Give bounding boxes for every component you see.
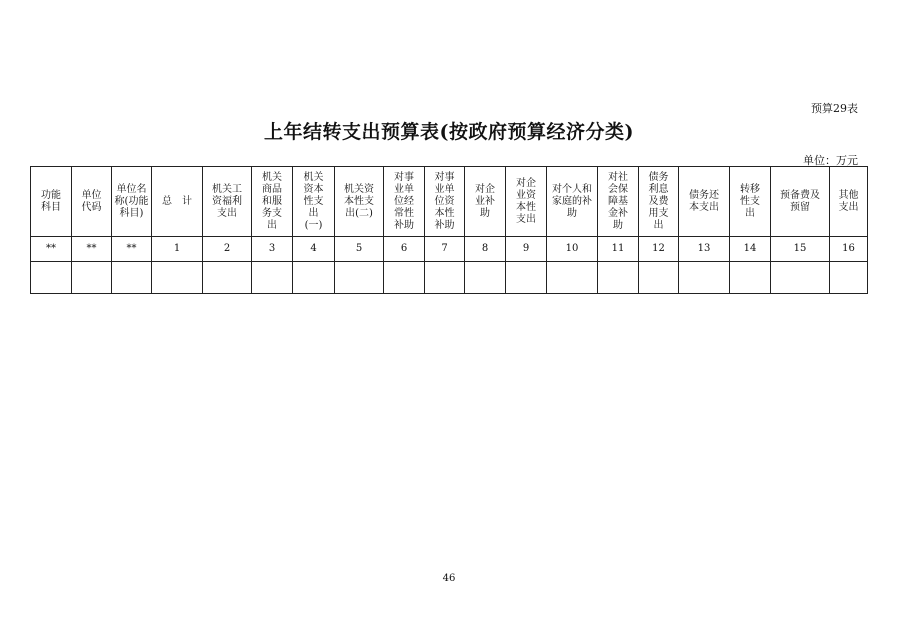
header-cell [252,167,293,237]
header-text: 单位代码 [81,189,102,213]
data-cell [506,262,547,294]
code-cell: ** [31,237,72,262]
header-text: 预备费及预留 [780,189,820,213]
data-cell [425,262,465,294]
header-cell [771,167,830,237]
code-cell: 9 [506,237,547,262]
header-text: 对事业单位资本性补助 [434,171,455,231]
header-text: 机关资本性支出(二) [344,183,374,219]
header-text: 债务还本支出 [689,189,719,213]
header-cell [293,167,335,237]
code-cell: 15 [771,237,830,262]
data-cell [335,262,384,294]
code-cell: 1 [152,237,203,262]
data-cell [830,262,868,294]
header-text: 对事业单位经常性补助 [394,171,414,231]
data-cell [547,262,598,294]
data-cell [252,262,293,294]
header-cell [679,167,730,237]
page-title: 上年结转支出预算表(按政府预算经济分类) [264,121,634,143]
data-cell [465,262,506,294]
code-cell: 5 [335,237,384,262]
header-text: 对企业资本性支出 [516,177,536,225]
code-cell: ** [112,237,152,262]
header-cell [639,167,679,237]
header-cell [112,167,152,237]
page-number: 46 [442,573,456,584]
data-cell [639,262,679,294]
header-text: 功能科目 [41,189,61,213]
data-cell [293,262,335,294]
data-cell [730,262,771,294]
code-cell: 7 [425,237,465,262]
header-cell [465,167,506,237]
data-cell [203,262,252,294]
data-cell [679,262,730,294]
data-row [31,262,868,294]
header-text: 单位名称(功能科目) [114,183,149,219]
header-cell [384,167,425,237]
header-cell [598,167,639,237]
code-cell: 11 [598,237,639,262]
code-cell: 6 [384,237,425,262]
header-text: 机关工资福利支出 [212,183,242,219]
header-cell [31,167,72,237]
code-cell: 14 [730,237,771,262]
header-text: 对社会保障基金补助 [608,171,628,231]
unit-label: 单位：万元 [803,154,858,167]
header-row [31,167,868,237]
data-cell [384,262,425,294]
code-cell: 13 [679,237,730,262]
header-text: 对企业补助 [475,183,495,219]
budget-table [30,166,868,294]
data-cell [72,262,112,294]
header-cell [335,167,384,237]
table-number: 预算29表 [811,102,858,115]
header-text: 债务利息及费用支出 [648,171,669,231]
code-row [31,237,868,262]
code-cell: 10 [547,237,598,262]
data-cell [112,262,152,294]
header-cell [152,167,203,237]
data-cell [152,262,203,294]
code-cell: 3 [252,237,293,262]
code-cell: 8 [465,237,506,262]
header-text: 机关商品和服务支出 [262,171,282,231]
data-cell [31,262,72,294]
header-cell [72,167,112,237]
code-cell: ** [72,237,112,262]
header-cell [830,167,868,237]
header-cell [425,167,465,237]
header-cell [547,167,598,237]
data-cell [771,262,830,294]
code-cell: 12 [639,237,679,262]
header-cell [203,167,252,237]
code-cell: 4 [293,237,335,262]
code-cell: 2 [203,237,252,262]
code-cell: 16 [830,237,868,262]
header-text: 机关资本性支出(一) [303,171,324,231]
header-cell [506,167,547,237]
header-text: 总 计 [162,195,192,207]
data-cell [598,262,639,294]
header-text: 对个人和家庭的补助 [552,183,592,219]
header-text: 其他支出 [838,189,859,213]
header-cell [730,167,771,237]
header-text: 转移性支出 [740,183,760,219]
